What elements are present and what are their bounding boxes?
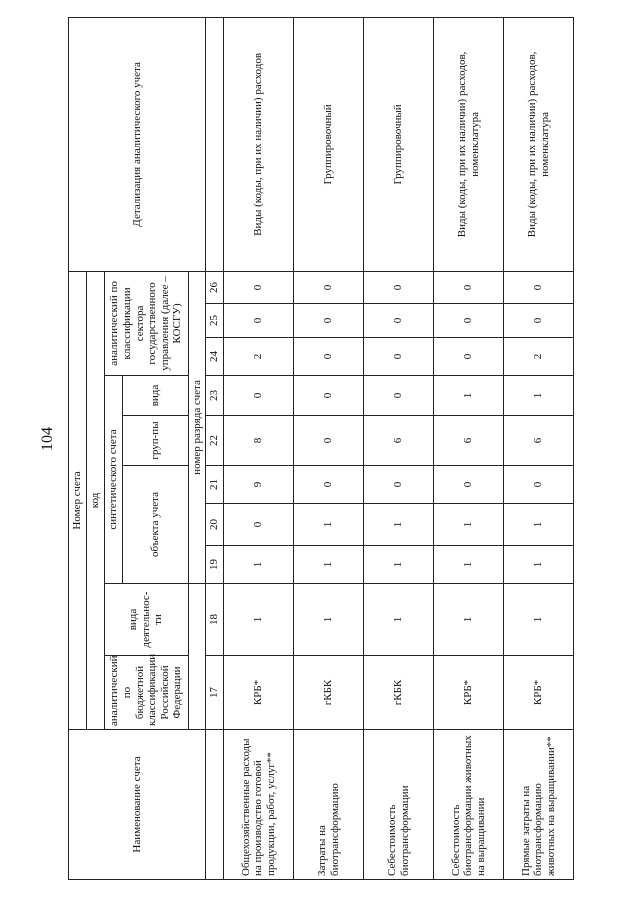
- cell: 0: [224, 304, 294, 338]
- digit-19: 19: [206, 546, 224, 584]
- digit-20: 20: [206, 504, 224, 546]
- cell: 6: [364, 416, 434, 466]
- cell: 0: [294, 304, 364, 338]
- header-synthetic: синтетического счета: [104, 376, 122, 584]
- cell: 0: [364, 338, 434, 376]
- cell: 0: [434, 271, 504, 303]
- cell: 1: [504, 504, 574, 546]
- cell: 1: [504, 546, 574, 584]
- row-detail: Виды (коды, при их наличии) расходов, номенклатура: [504, 17, 574, 271]
- header-activity: вида деятельнос-ти: [104, 584, 188, 656]
- cell: 1: [294, 546, 364, 584]
- digit-26: 26: [206, 271, 224, 303]
- cell: 1: [434, 504, 504, 546]
- row-name: Прямые затраты на биотрансформацию животных на выращивании**: [504, 730, 574, 880]
- cell: 0: [364, 271, 434, 303]
- header-analytic-kosgu: аналитический по классификации сектора государственного управления (далее – КОСГУ): [104, 271, 188, 375]
- cell: 0: [294, 466, 364, 504]
- digit-22: 22: [206, 416, 224, 466]
- rotated-table-wrapper: [68, 18, 558, 880]
- row-detail: Группировочный: [364, 17, 434, 271]
- row-name: Себестоимость биотрансформации животных на выращивании: [434, 730, 504, 880]
- cell: 1: [364, 504, 434, 546]
- row-detail: Виды (коды, при их наличии) расходов: [224, 17, 294, 271]
- cell: 6: [504, 416, 574, 466]
- cell: 1: [364, 584, 434, 656]
- cell: 1: [434, 584, 504, 656]
- cell: 2: [504, 338, 574, 376]
- cell: 0: [294, 416, 364, 466]
- table-row: [224, 17, 294, 879]
- page-number: 104: [39, 427, 56, 451]
- cell: гКБК: [294, 656, 364, 730]
- cell: 1: [504, 584, 574, 656]
- row-name: Затраты на биотрансформацию: [294, 730, 364, 880]
- cell: 9: [224, 466, 294, 504]
- header-kind: вида: [122, 376, 188, 416]
- cell: 0: [504, 466, 574, 504]
- cell: 6: [434, 416, 504, 466]
- cell: 1: [224, 546, 294, 584]
- cell: 0: [224, 504, 294, 546]
- cell: 0: [434, 338, 504, 376]
- cell: 0: [294, 338, 364, 376]
- accounts-table: [68, 17, 574, 880]
- header-name: Наименование счета: [69, 730, 206, 880]
- cell: 0: [364, 304, 434, 338]
- digit-24: 24: [206, 338, 224, 376]
- cell: 0: [504, 304, 574, 338]
- cell: 2: [224, 338, 294, 376]
- cell: КРБ*: [504, 656, 574, 730]
- cell: 1: [224, 584, 294, 656]
- row-detail: Группировочный: [294, 17, 364, 271]
- row-detail: Виды (коды, при их наличии) расходов, номенклатура: [434, 17, 504, 271]
- header-detail: Детализация аналитического учета: [69, 17, 206, 271]
- cell: 0: [294, 376, 364, 416]
- cell: 0: [434, 466, 504, 504]
- cell: 0: [224, 376, 294, 416]
- cell: 8: [224, 416, 294, 466]
- cell: 0: [224, 271, 294, 303]
- cell: 1: [294, 504, 364, 546]
- cell: КРБ*: [224, 656, 294, 730]
- header-analytic-bk: аналитический по бюджетной классификации Российской Федерации: [104, 656, 188, 730]
- header-account-number: Номер счета: [69, 271, 87, 729]
- digit-23: 23: [206, 376, 224, 416]
- cell: 0: [504, 271, 574, 303]
- row-name: Общехозяйственные расходы на производство готовой продукции, работ, услуг**: [224, 730, 294, 880]
- digit-18: 18: [206, 584, 224, 656]
- cell: 1: [294, 584, 364, 656]
- cell: 1: [364, 546, 434, 584]
- cell: 0: [364, 466, 434, 504]
- header-object: объекта учета: [122, 466, 188, 584]
- header-code: код: [87, 271, 105, 729]
- table-row: [504, 17, 574, 879]
- header-digit-no: номер разряда счета: [188, 271, 206, 583]
- cell: 1: [434, 376, 504, 416]
- table-row: [364, 17, 434, 879]
- cell: 0: [294, 271, 364, 303]
- digit-17: 17: [206, 656, 224, 730]
- table-row: [294, 17, 364, 879]
- cell: 1: [434, 546, 504, 584]
- cell: гКБК: [364, 656, 434, 730]
- header-blank-cell: [206, 17, 224, 271]
- cell: КРБ*: [434, 656, 504, 730]
- cell: 0: [434, 304, 504, 338]
- header-blank-cell: [206, 730, 224, 880]
- digit-21: 21: [206, 466, 224, 504]
- header-group: груп-пы: [122, 416, 188, 466]
- table-row: [434, 17, 504, 879]
- digit-25: 25: [206, 304, 224, 338]
- cell: 0: [364, 376, 434, 416]
- cell: 1: [504, 376, 574, 416]
- row-name: Себестоимость биотрансформации: [364, 730, 434, 880]
